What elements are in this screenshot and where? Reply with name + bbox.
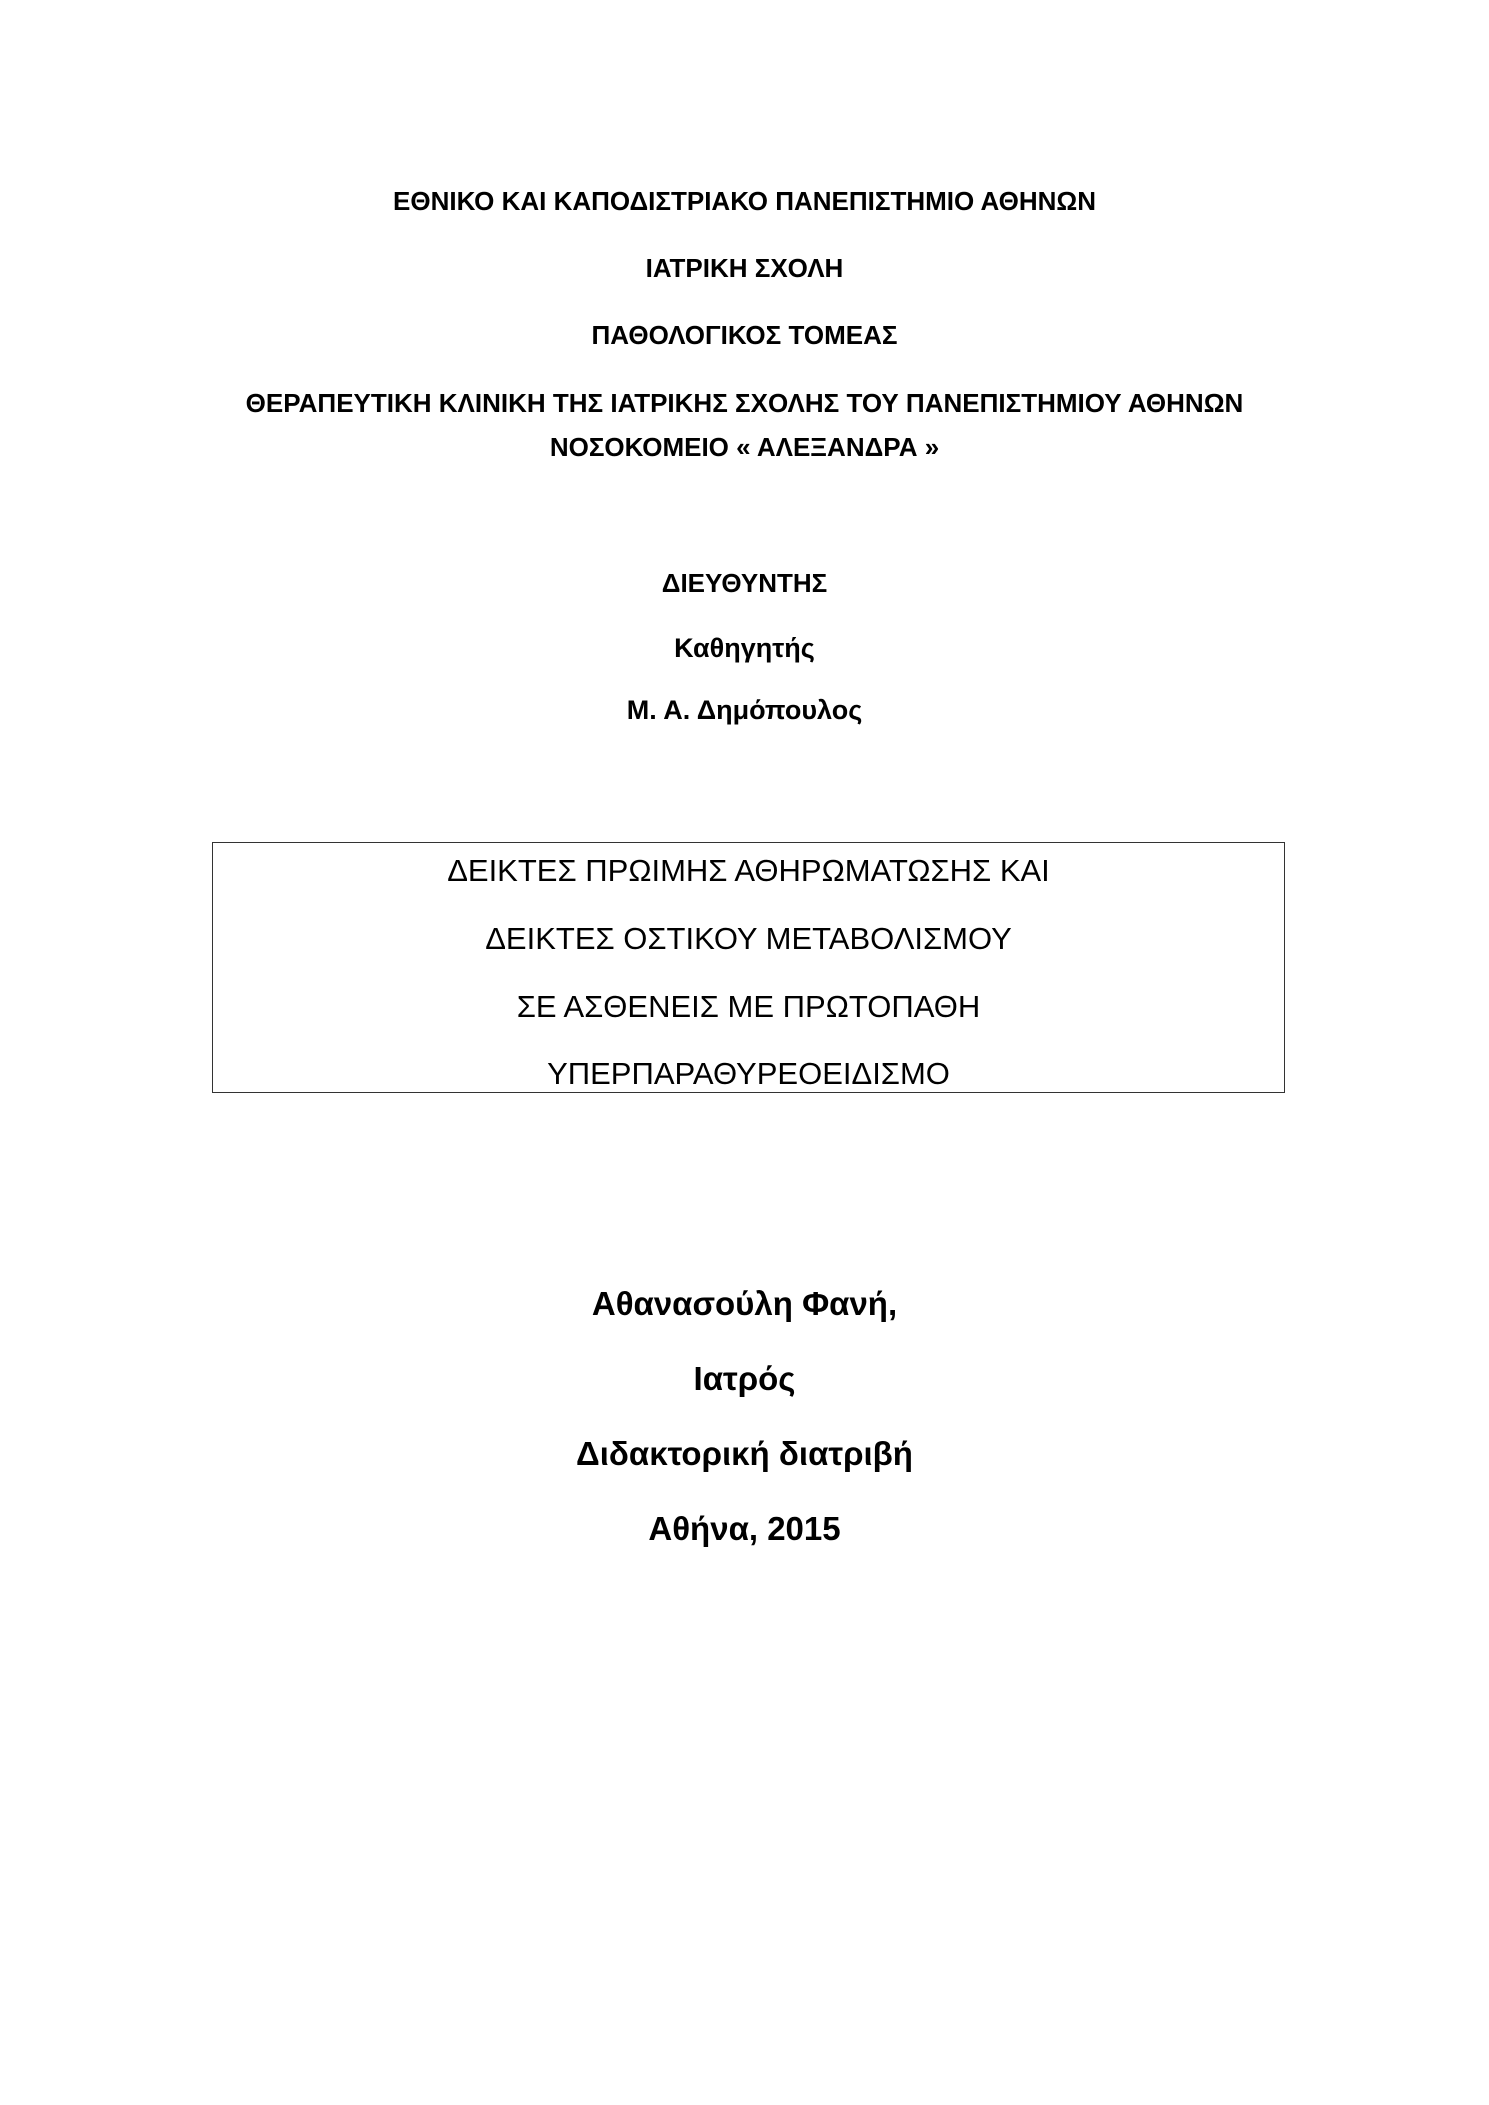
thesis-title-line-1: ΔΕΙΚΤΕΣ ΠΡΩΙΜΗΣ ΑΘΗΡΩΜΑΤΩΣΗΣ ΚΑΙ (447, 853, 1050, 888)
school-name: ΙΑΤΡΙΚΗ ΣΧΟΛΗ (645, 253, 844, 283)
thesis-type: Διδακτορική διατριβή (576, 1435, 913, 1472)
thesis-title-box (212, 842, 1285, 1093)
author-name: Αθανασούλη Φανή, (591, 1285, 898, 1322)
place-date: Αθήνα, 2015 (648, 1510, 841, 1547)
university-name: ΕΘΝΙΚΟ ΚΑΙ ΚΑΠΟΔΙΣΤΡΙΑΚΟ ΠΑΝΕΠΙΣΤΗΜΙΟ ΑΘΗΝΩΝ (393, 186, 1096, 216)
director-name: Μ. Α. Δημόπουλος (626, 695, 863, 725)
thesis-title-line-2: ΔΕΙΚΤΕΣ ΟΣΤΙΚΟΥ ΜΕΤΑΒΟΛΙΣΜΟΥ (485, 921, 1012, 956)
sector-name: ΠΑΘΟΛΟΓΙΚΟΣ ΤΟΜΕΑΣ (591, 320, 898, 350)
clinic-name: ΘΕΡΑΠΕΥΤΙΚΗ ΚΛΙΝΙΚΗ ΤΗΣ ΙΑΤΡΙΚΗΣ ΣΧΟΛΗΣ ΤΟΥ ΠΑΝΕΠΙΣΤΗΜΙΟΥ ΑΘΗΝΩΝ (245, 388, 1244, 418)
thesis-title-line-4: ΥΠΕΡΠΑΡΑΘΥΡΕΟΕΙΔΙΣΜΟ (547, 1056, 950, 1091)
director-rank: Καθηγητής (674, 633, 815, 663)
director-label: ΔΙΕΥΘΥΝΤΗΣ (661, 568, 828, 598)
thesis-title-line-3: ΣΕ ΑΣΘΕΝΕΙΣ ΜΕ ΠΡΩΤΟΠΑΘΗ (516, 989, 981, 1024)
author-profession: Ιατρός (693, 1360, 796, 1397)
hospital-name: ΝΟΣΟΚΟΜΕΙΟ « ΑΛΕΞΑΝΔΡΑ » (549, 432, 940, 462)
